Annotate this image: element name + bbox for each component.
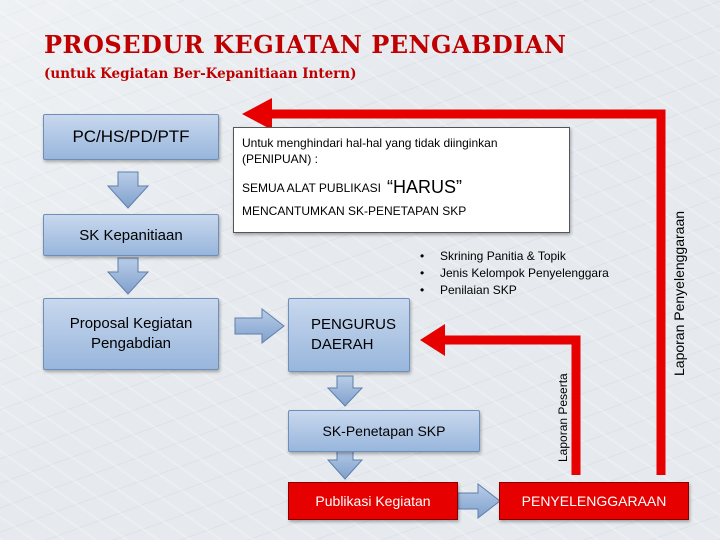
slide-title: PROSEDUR KEGIATAN PENGABDIAN xyxy=(44,30,567,59)
penyelenggaraan-box xyxy=(499,482,689,520)
warning-note xyxy=(233,127,570,233)
publikasi-kegiatan-box xyxy=(288,482,458,520)
penyelenggaraan-label: PENYELENGGARAAN xyxy=(521,493,667,509)
bullet-item: • Jenis Kelompok Penyelenggara xyxy=(420,265,609,282)
pengurus-daerah-box xyxy=(288,298,410,372)
down-arrow-4 xyxy=(328,448,362,479)
laporan-peserta-label: Laporan Peserta xyxy=(556,373,570,462)
note-line-3: MENCANTUMKAN SK-PENETAPAN SKP xyxy=(242,204,467,218)
down-arrow-2 xyxy=(108,258,148,294)
down-arrow-3 xyxy=(328,376,362,406)
pc-hs-pd-ptf-label: PC/HS/PD/PTF xyxy=(72,127,190,146)
sk-kepanitiaan-label: SK Kepanitiaan xyxy=(79,226,183,244)
review-bullets xyxy=(420,248,609,299)
laporan-penyelenggaraan-arrowhead xyxy=(242,98,272,130)
bullet-item: • Skrining Panitia & Topik xyxy=(420,248,609,265)
sk-kepanitiaan-box xyxy=(43,214,219,256)
laporan-penyelenggaraan-label: Laporan Penyelenggaraan xyxy=(671,210,687,376)
note-line-1: Untuk menghindari hal-hal yang tidak diinginkan (PENIPUAN) : xyxy=(242,136,498,166)
publikasi-kegiatan-label: Publikasi Kegiatan xyxy=(315,493,431,509)
laporan-peserta-arrowhead xyxy=(420,324,445,356)
down-arrow-1 xyxy=(108,172,148,208)
bullet-item: • Penilaian SKP xyxy=(420,282,609,299)
slide-subtitle: (untuk Kegiatan Ber-Kepanitiaan Intern) xyxy=(44,66,357,82)
right-arrow-publikasi xyxy=(458,484,500,518)
proposal-box xyxy=(43,298,219,370)
sk-penetapan-box xyxy=(288,410,480,452)
note-line-2 xyxy=(242,176,462,197)
right-arrow-proposal xyxy=(235,309,284,343)
pc-hs-pd-ptf-box xyxy=(43,114,219,160)
proposal-label: Proposal Kegiatan Pengabdian xyxy=(69,315,193,352)
note-line-2-text: SEMUA ALAT PUBLIKASI xyxy=(242,181,381,195)
note-harus: “HARUS” xyxy=(386,177,462,197)
pengurus-daerah-label: PENGURUS DAERAH xyxy=(311,316,397,353)
sk-penetapan-label: SK-Penetapan SKP xyxy=(322,423,446,439)
